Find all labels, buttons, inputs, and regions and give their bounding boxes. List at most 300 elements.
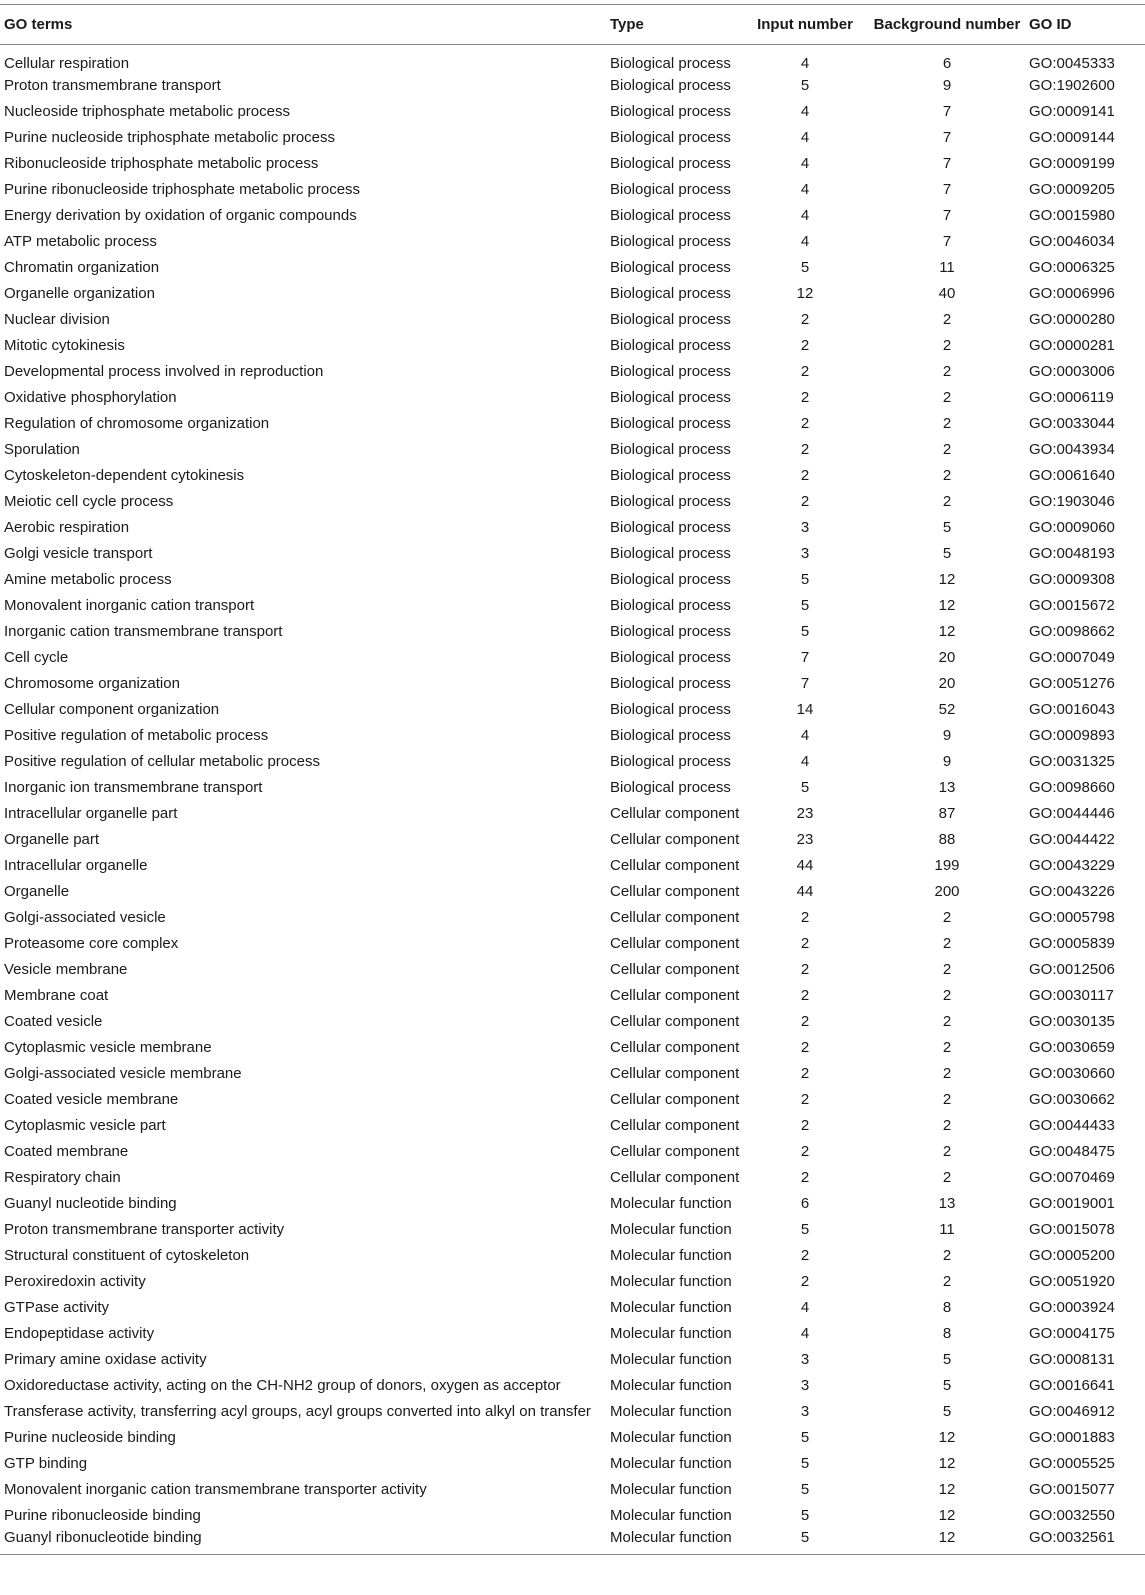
table-row [0,956,1145,982]
cell-type: Molecular function [610,1376,732,1394]
cell-go-id: GO:0016641 [1029,1376,1115,1394]
cell-go-term: Primary amine oxidase activity [4,1350,207,1368]
cell-input-number: 2 [800,414,810,432]
cell-type: Molecular function [610,1194,732,1212]
cell-type: Molecular function [610,1324,732,1342]
cell-go-id: GO:0044422 [1029,830,1115,848]
cell-background-number: 11 [939,1220,955,1238]
cell-type: Molecular function [610,1220,732,1238]
cell-input-number: 4 [800,232,810,250]
cell-go-id: GO:0006119 [1029,388,1114,406]
cell-go-term: Coated vesicle membrane [4,1090,179,1108]
table-row [0,514,1145,540]
cell-input-number: 2 [800,1064,810,1082]
cell-background-number: 5 [942,518,952,536]
cell-go-id: GO:0012506 [1029,960,1115,978]
cell-background-number: 2 [942,440,952,458]
cell-type: Biological process [610,76,731,94]
cell-type: Cellular component [610,1116,740,1134]
table-row [0,748,1145,774]
cell-background-number: 2 [942,310,952,328]
cell-go-term: Coated vesicle [4,1012,103,1030]
cell-type: Biological process [610,700,731,718]
cell-input-number: 4 [800,180,810,198]
cell-type: Molecular function [610,1428,732,1446]
cell-input-number: 2 [800,310,810,328]
cell-background-number: 199 [934,856,960,874]
header-row [0,5,1145,45]
cell-type: Biological process [610,362,731,380]
cell-input-number: 3 [800,544,810,562]
cell-type: Biological process [610,544,731,562]
cell-go-term: Purine nucleoside binding [4,1428,176,1446]
table-row [0,696,1145,722]
cell-input-number: 5 [800,258,810,276]
cell-go-id: GO:0009141 [1029,102,1115,120]
cell-background-number: 2 [942,414,952,432]
cell-input-number: 4 [800,206,810,224]
cell-type: Biological process [610,596,731,614]
cell-go-term: Proton transmembrane transport [4,76,221,94]
cell-go-term: Nucleoside triphosphate metabolic process [4,102,290,120]
header-go-terms: GO terms [0,5,610,45]
cell-type: Biological process [610,466,731,484]
cell-go-id: GO:0044433 [1029,1116,1115,1134]
cell-go-id: GO:0006325 [1029,258,1115,276]
header-input-number: Input number [745,5,865,45]
cell-input-number: 23 [796,830,814,848]
table-row [0,45,1145,73]
cell-go-id: GO:0015672 [1029,596,1115,614]
cell-background-number: 2 [942,362,952,380]
cell-go-id: GO:0070469 [1029,1168,1115,1186]
table-row [0,280,1145,306]
cell-input-number: 2 [800,1168,810,1186]
cell-background-number: 12 [938,1480,956,1498]
table-row [0,904,1145,930]
cell-type: Biological process [610,310,731,328]
cell-type: Cellular component [610,804,740,822]
cell-go-term: Intracellular organelle part [4,804,178,822]
cell-go-term: Monovalent inorganic cation transport [4,596,255,614]
cell-go-id: GO:0043934 [1029,440,1115,458]
cell-go-term: Oxidoreductase activity, acting on the CH-NH2 group of donors, oxygen as acceptor [4,1376,561,1394]
cell-type: Cellular component [610,1038,740,1056]
cell-go-id: GO:0003924 [1029,1298,1115,1316]
cell-type: Biological process [610,414,731,432]
cell-input-number: 4 [800,752,810,770]
cell-type: Biological process [610,752,731,770]
cell-go-term: Cell cycle [4,648,69,666]
cell-go-term: Monovalent inorganic cation transmembrane transporter activity [4,1480,427,1498]
cell-go-term: Purine ribonucleoside triphosphate metabolic process [4,180,361,198]
cell-go-term: Chromosome organization [4,674,180,692]
header-type: Type [610,5,745,45]
cell-background-number: 8 [942,1298,952,1316]
cell-input-number: 2 [800,1246,810,1264]
cell-go-term: Membrane coat [4,986,109,1004]
cell-input-number: 2 [800,1116,810,1134]
cell-background-number: 2 [942,1012,952,1030]
cell-background-number: 40 [938,284,956,302]
cell-input-number: 44 [796,882,814,900]
cell-input-number: 7 [800,648,810,666]
cell-type: Biological process [610,102,731,120]
cell-go-id: GO:0045333 [1029,55,1115,72]
cell-background-number: 12 [865,1528,1029,1554]
cell-background-number: 2 [942,388,952,406]
cell-go-id: GO:0030117 [1029,986,1114,1004]
cell-background-number: 12 [938,1454,956,1472]
cell-type: Cellular component [610,1012,740,1030]
cell-go-id: GO:0016043 [1029,700,1115,718]
cell-background-number: 52 [938,700,956,718]
table-row [0,1034,1145,1060]
cell-go-id: GO:0051276 [1029,674,1115,692]
cell-background-number: 8 [942,1324,952,1342]
cell-background-number: 2 [942,1142,952,1160]
cell-background-number: 5 [942,1350,952,1368]
cell-type: Molecular function [610,1480,732,1498]
cell-type: Cellular component [610,1168,740,1186]
cell-input-number: 14 [796,700,814,718]
cell-go-term: Proton transmembrane transporter activity [4,1220,285,1238]
table-row [0,618,1145,644]
cell-go-id: GO:0015980 [1029,206,1115,224]
cell-input-number: 5 [800,1480,810,1498]
cell-type: Cellular component [610,830,740,848]
cell-go-id: GO:0007049 [1029,648,1115,666]
cell-background-number: 7 [942,128,952,146]
cell-type: Biological process [610,284,731,302]
cell-go-id: GO:0032561 [1029,1528,1145,1554]
cell-type: Molecular function [610,1272,732,1290]
table-row [0,488,1145,514]
cell-go-term: GTPase activity [4,1298,110,1316]
cell-go-id: GO:0043226 [1029,882,1115,900]
cell-background-number: 88 [938,830,956,848]
cell-go-id: GO:0030135 [1029,1012,1115,1030]
cell-go-term: Organelle part [4,830,100,848]
cell-background-number: 7 [942,180,952,198]
cell-input-number: 2 [800,388,810,406]
cell-go-id: GO:0009144 [1029,128,1115,146]
cell-input-number: 2 [800,1012,810,1030]
cell-go-term: Positive regulation of cellular metabolic process [4,752,320,770]
cell-input-number: 4 [800,55,810,72]
table-row [0,1164,1145,1190]
table-row [0,332,1145,358]
cell-type: Biological process [610,570,731,588]
go-terms-table [0,4,1145,1555]
cell-background-number: 2 [942,908,952,926]
cell-type: Biological process [610,674,731,692]
cell-input-number: 2 [800,1142,810,1160]
cell-input-number: 5 [800,570,810,588]
cell-background-number: 87 [938,804,956,822]
cell-background-number: 2 [942,1090,952,1108]
cell-background-number: 200 [934,882,960,900]
cell-go-id: GO:0000280 [1029,310,1115,328]
cell-go-id: GO:0015078 [1029,1220,1115,1238]
table-row [0,1320,1145,1346]
cell-go-term: Structural constituent of cytoskeleton [4,1246,250,1264]
cell-background-number: 13 [938,778,956,796]
cell-go-term: Transferase activity, transferring acyl groups, acyl groups converted into alkyl on transfer [4,1402,591,1420]
cell-go-id: GO:0030662 [1029,1090,1115,1108]
cell-go-term: Developmental process involved in reproduction [4,362,324,380]
cell-go-id: GO:0009893 [1029,726,1115,744]
cell-background-number: 7 [942,154,952,172]
cell-go-id: GO:0031325 [1029,752,1115,770]
cell-input-number: 4 [800,128,810,146]
cell-background-number: 2 [942,934,952,952]
cell-go-id: GO:0061640 [1029,466,1115,484]
cell-type: Biological process [610,518,731,536]
cell-type: Biological process [610,206,731,224]
cell-input-number: 4 [800,154,810,172]
table-row [0,670,1145,696]
cell-go-term: Aerobic respiration [4,518,130,536]
cell-go-term: Mitotic cytokinesis [4,336,125,354]
cell-go-term: Respiratory chain [4,1168,121,1186]
cell-background-number: 2 [942,336,952,354]
cell-background-number: 9 [942,726,952,744]
cell-input-number: 2 [800,934,810,952]
cell-go-id: GO:0019001 [1029,1194,1115,1212]
table-row [0,1476,1145,1502]
cell-go-term: GTP binding [4,1454,88,1472]
cell-input-number: 2 [800,336,810,354]
cell-input-number: 44 [796,856,814,874]
cell-go-id: GO:0048193 [1029,544,1115,562]
table-row [0,124,1145,150]
cell-input-number: 5 [800,778,810,796]
cell-type: Molecular function [610,1298,732,1316]
cell-background-number: 7 [942,102,952,120]
cell-input-number: 2 [800,440,810,458]
table-row [0,384,1145,410]
table-row [0,1138,1145,1164]
cell-background-number: 12 [938,596,956,614]
cell-background-number: 20 [938,674,956,692]
cell-go-id: GO:0051920 [1029,1272,1115,1290]
cell-type: Biological process [610,388,731,406]
cell-input-number: 3 [800,518,810,536]
cell-input-number: 2 [800,1272,810,1290]
cell-go-term: Nuclear division [4,310,110,328]
cell-type: Cellular component [610,986,740,1004]
cell-go-term: Endopeptidase activity [4,1324,155,1342]
cell-input-number: 23 [796,804,814,822]
cell-input-number: 12 [796,284,814,302]
table-row [0,1528,1145,1554]
cell-go-term: Coated membrane [4,1142,129,1160]
cell-go-id: GO:0044446 [1029,804,1115,822]
cell-go-term: Cytoskeleton-dependent cytokinesis [4,466,245,484]
cell-go-term: Ribonucleoside triphosphate metabolic process [4,154,319,172]
cell-type: Biological process [610,258,731,276]
table-row [0,98,1145,124]
cell-type: Biological process [610,180,731,198]
table-row [0,566,1145,592]
cell-type: Cellular component [610,856,740,874]
table-row [0,1190,1145,1216]
cell-go-id: GO:0004175 [1029,1324,1115,1342]
cell-type: Cellular component [610,882,740,900]
table-row [0,1398,1145,1424]
cell-go-id: GO:0005839 [1029,934,1115,952]
cell-type: Molecular function [610,1506,732,1524]
cell-go-id: GO:0030660 [1029,1064,1115,1082]
cell-type: Biological process [610,128,731,146]
table-row [0,254,1145,280]
cell-go-id: GO:0048475 [1029,1142,1115,1160]
cell-go-term: Guanyl ribonucleotide binding [0,1528,610,1554]
cell-go-id: GO:0005200 [1029,1246,1115,1264]
table-row [0,358,1145,384]
table-row [0,1060,1145,1086]
cell-type: Molecular function [610,1454,732,1472]
table-header [0,5,1145,45]
cell-input-number: 3 [800,1376,810,1394]
cell-background-number: 9 [942,752,952,770]
cell-input-number: 3 [800,1350,810,1368]
table-row [0,1216,1145,1242]
cell-input-number: 5 [800,1428,810,1446]
cell-go-id: GO:0009199 [1029,154,1115,172]
cell-input-number: 4 [800,102,810,120]
table-row [0,150,1145,176]
cell-input-number: 2 [800,986,810,1004]
cell-go-id: GO:0001883 [1029,1428,1115,1446]
cell-type: Cellular component [610,908,740,926]
table-row [0,1424,1145,1450]
cell-background-number: 2 [942,492,952,510]
cell-input-number: 5 [745,1528,865,1554]
cell-background-number: 12 [938,570,956,588]
cell-go-id: GO:0003006 [1029,362,1115,380]
cell-background-number: 5 [942,1402,952,1420]
cell-go-term: Organelle [4,882,70,900]
cell-input-number: 5 [800,596,810,614]
table-row [0,774,1145,800]
table-row [0,1268,1145,1294]
table-row [0,436,1145,462]
cell-go-term: Purine ribonucleoside binding [4,1506,201,1524]
cell-go-term: Cytoplasmic vesicle part [4,1116,166,1134]
header-go-id: GO ID [1029,5,1145,45]
table-row [0,982,1145,1008]
cell-go-id: GO:0009308 [1029,570,1115,588]
cell-input-number: 5 [800,622,810,640]
cell-input-number: 4 [800,726,810,744]
table-row [0,1450,1145,1476]
table-row [0,1294,1145,1320]
cell-go-id: GO:0006996 [1029,284,1115,302]
cell-go-term: Energy derivation by oxidation of organic compounds [4,206,357,224]
cell-type: Biological process [610,440,731,458]
cell-type: Biological process [610,232,731,250]
cell-type: Molecular function [610,1350,732,1368]
table-row [0,540,1145,566]
cell-go-term: Proteasome core complex [4,934,179,952]
table-row [0,852,1145,878]
cell-background-number: 9 [942,76,952,94]
cell-go-term: Positive regulation of metabolic process [4,726,269,744]
cell-background-number: 5 [942,544,952,562]
cell-type: Cellular component [610,1090,740,1108]
cell-type: Cellular component [610,1142,740,1160]
cell-background-number: 13 [938,1194,956,1212]
table-row [0,1346,1145,1372]
cell-type: Biological process [610,726,731,744]
cell-background-number: 2 [942,986,952,1004]
cell-input-number: 5 [800,1454,810,1472]
cell-type: Cellular component [610,934,740,952]
cell-go-id: GO:0098660 [1029,778,1115,796]
cell-go-id: GO:0009205 [1029,180,1115,198]
cell-go-term: Inorganic cation transmembrane transport [4,622,283,640]
cell-go-id: GO:0046034 [1029,232,1115,250]
cell-go-id: GO:1902600 [1029,76,1115,94]
table-row [0,826,1145,852]
cell-background-number: 2 [942,1272,952,1290]
table-row [0,800,1145,826]
table-row [0,644,1145,670]
cell-input-number: 2 [800,908,810,926]
cell-go-term: Cellular respiration [4,55,130,72]
cell-input-number: 5 [800,1220,810,1238]
cell-input-number: 2 [800,492,810,510]
cell-go-term: Guanyl nucleotide binding [4,1194,177,1212]
cell-go-id: GO:0046912 [1029,1402,1115,1420]
cell-go-id: GO:0032550 [1029,1506,1115,1524]
cell-go-id: GO:0030659 [1029,1038,1115,1056]
cell-background-number: 6 [942,55,952,72]
table-row [0,306,1145,332]
table-row [0,1008,1145,1034]
table-row [0,1502,1145,1528]
cell-input-number: 2 [800,1090,810,1108]
cell-go-term: Purine nucleoside triphosphate metabolic process [4,128,336,146]
cell-go-term: Oxidative phosphorylation [4,388,177,406]
cell-go-term: Golgi-associated vesicle membrane [4,1064,242,1082]
table-row [0,176,1145,202]
cell-go-term: Chromatin organization [4,258,160,276]
cell-go-id: GO:0009060 [1029,518,1115,536]
cell-type: Molecular function [610,1246,732,1264]
cell-go-id: GO:1903046 [1029,492,1115,510]
cell-type: Biological process [610,778,731,796]
table-row [0,72,1145,98]
cell-go-term: Regulation of chromosome organization [4,414,270,432]
table-row [0,930,1145,956]
cell-go-id: GO:0008131 [1029,1350,1115,1368]
table-row [0,1112,1145,1138]
cell-background-number: 2 [942,1038,952,1056]
cell-go-term: Meiotic cell cycle process [4,492,174,510]
cell-go-term: Golgi-associated vesicle [4,908,166,926]
table-row [0,410,1145,436]
cell-go-id: GO:0015077 [1029,1480,1115,1498]
cell-go-term: Inorganic ion transmembrane transport [4,778,263,796]
header-background-number: Background number [865,5,1029,45]
cell-go-term: Vesicle membrane [4,960,128,978]
cell-background-number: 12 [938,1506,956,1524]
table-row [0,228,1145,254]
table-body [0,45,1145,1555]
